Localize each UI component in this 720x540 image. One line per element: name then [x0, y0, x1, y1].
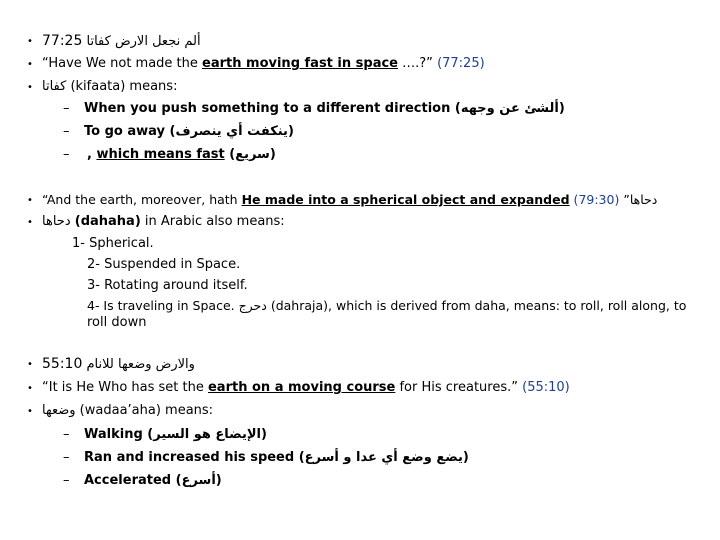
s2-b2-arabic: دحاها: [42, 214, 71, 229]
s2-item-3: 3- Rotating around itself.: [87, 278, 248, 293]
s1-b3-text: (kifaata) means:: [66, 79, 178, 94]
s3-d2-text: Ran and increased his speed (: [84, 450, 305, 465]
s3-bullet-3: [42, 403, 213, 419]
s1-d3-close: ): [269, 147, 276, 162]
s3-b1-ref: 55:10: [42, 356, 83, 372]
s1-b2-ref: (77:25): [437, 56, 485, 71]
bullet-icon: •: [27, 59, 33, 70]
s3-d1-close: ): [261, 427, 267, 442]
s1-dash-2: [84, 124, 294, 140]
s2-b2-text: in Arabic also means:: [140, 214, 285, 229]
s2-b1-open: “And the earth, moreover, hath: [42, 192, 242, 207]
s3-bullet-2: [42, 380, 570, 396]
s1-b1-arabic: ألم نجعل الارض كفاتا: [86, 34, 201, 49]
s1-bullet-3: [42, 79, 177, 95]
s3-b2-close: for His creatures.”: [395, 380, 518, 395]
s2-n4-arabic: دحرج: [238, 298, 267, 313]
bullet-icon: •: [27, 36, 33, 47]
s3-b3-arabic: وضعها: [42, 403, 76, 418]
s3-d2-close: ): [462, 450, 469, 465]
dash-icon: –: [63, 473, 70, 488]
dash-icon: –: [63, 124, 70, 139]
s3-dash-3: [84, 473, 222, 489]
dash-icon: –: [63, 427, 70, 442]
s1-d2-arabic: ينكفت أي ينصرف: [175, 124, 288, 139]
s1-d3-open: (: [224, 147, 236, 162]
s2-b1-ref: (79:30): [573, 192, 620, 207]
bullet-icon: •: [27, 195, 33, 206]
dash-icon: –: [63, 450, 70, 465]
dash-icon: –: [63, 101, 70, 116]
s1-d3-underlined: which means fast: [96, 147, 225, 162]
s3-d1-arabic: الإيضاع هو السير: [153, 427, 261, 442]
s1-d2-close: ): [287, 124, 294, 139]
s1-d3-arabic: سريع: [235, 147, 270, 162]
s3-dash-1: [84, 427, 267, 443]
s1-d2-text: To go away (: [84, 124, 176, 139]
s2-item-4: [87, 298, 686, 314]
s1-d1-close: ): [558, 101, 565, 116]
dash-icon: –: [63, 147, 70, 162]
s3-b2-ref: (55:10): [522, 380, 570, 395]
s2-n4-text: 4- Is traveling in Space.: [87, 298, 239, 313]
s2-b1-underlined: He made into a spherical object and expanded: [241, 192, 570, 207]
s3-d3-arabic: أسرع: [181, 473, 216, 488]
bullet-icon: •: [27, 383, 33, 394]
s1-b2-underlined: earth moving fast in space: [202, 56, 399, 71]
s3-bullet-1: [42, 356, 195, 373]
s1-bullet-1: [42, 33, 201, 50]
s2-bullet-2: [42, 214, 285, 230]
s2-item-2: 2- Suspended in Space.: [87, 257, 241, 272]
s1-b2-close: ….?”: [398, 56, 433, 71]
s1-bullet-2: [42, 56, 485, 72]
s2-item-1: 1- Spherical.: [72, 236, 154, 251]
s1-b2-open: “Have We not made the: [42, 56, 203, 71]
s2-b1-arabic: دحاها: [629, 192, 658, 207]
s2-n4-rest: (dahraja), which is derived from daha, means: to roll, roll along, to: [266, 298, 687, 313]
s1-b3-arabic: كفاتا: [42, 79, 67, 94]
s3-dash-2: [84, 450, 469, 466]
bullet-icon: •: [27, 359, 33, 370]
s2-bullet-1: [42, 192, 657, 208]
s1-d3-text: ,: [87, 147, 97, 162]
bullet-icon: •: [27, 217, 33, 228]
s2-item-4-cont: roll down: [87, 315, 147, 330]
s3-d3-close: ): [215, 473, 222, 488]
s1-dash-1: [84, 101, 565, 117]
s1-b1-ref: 77:25: [42, 33, 83, 49]
bullet-icon: •: [27, 82, 33, 93]
s1-d1-arabic: ألشئ عن وجهه: [460, 101, 559, 116]
s2-b1-close: ”: [623, 192, 630, 207]
s3-d2-arabic: يضع وضع أي عدا و أسرع: [304, 450, 463, 465]
s3-d3-text: Accelerated (: [84, 473, 182, 488]
s3-b1-arabic: والارض وضعها للانام: [86, 357, 195, 372]
s1-d1-text: When you push something to a different direction (: [84, 101, 461, 116]
s1-dash-3: [87, 147, 276, 163]
bullet-icon: •: [27, 406, 33, 417]
s3-d1-text: Walking (: [84, 427, 154, 442]
s3-b2-open: “It is He Who has set the: [42, 380, 208, 395]
s3-b2-underlined: earth on a moving course: [207, 380, 396, 395]
s3-b3-text: (wadaa’aha) means:: [75, 403, 214, 418]
s2-b2-bold: (dahaha): [74, 214, 141, 229]
